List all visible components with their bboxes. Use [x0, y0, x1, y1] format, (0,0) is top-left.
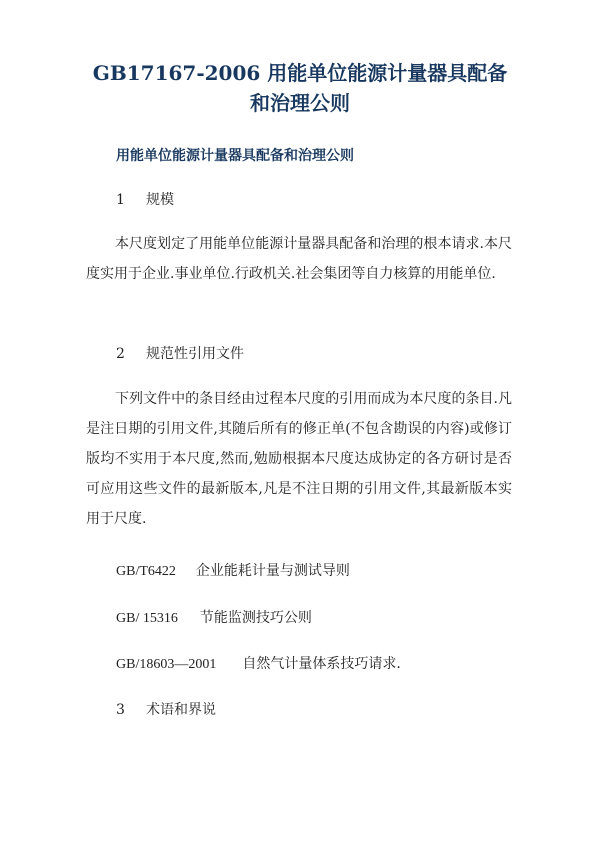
reference-item-1: [116, 561, 350, 582]
section-3-heading: [116, 700, 216, 720]
document-title: [60, 58, 540, 118]
reference-3-code: GB/18603—2001: [116, 657, 217, 672]
section-2-paragraph: 下列文件中的条目经由过程本尺度的引用而成为本尺度的条目.凡是注日期的引用文件,其随后所有的修正单(不包含勘误的内容)或修订版均不实用于本尺度,然而,勉励根据本尺度达成协定的各方研讨是否可应用这些文件的最新版本,凡是不注日期的引用文件,其最新版本实用于尺度.: [86, 391, 512, 527]
reference-item-3: [116, 654, 401, 675]
section-1-heading: [116, 190, 174, 210]
section-1-number: 1: [116, 192, 125, 208]
section-2-heading: [116, 344, 244, 364]
document-subheading: 用能单位能源计量器具配备和治理公则: [116, 148, 354, 164]
reference-2-code: GB/ 15316: [116, 611, 178, 626]
section-3-number: 3: [116, 702, 125, 718]
reference-1-code: GB/T6422: [116, 564, 176, 579]
section-2-number: 2: [116, 346, 125, 362]
section-3-title: 术语和界说: [146, 702, 216, 718]
document-title-line-1: GB17167-2006 用能单位能源计量器具配备: [92, 61, 508, 85]
section-2-title: 规范性引用文件: [146, 346, 244, 362]
section-1-paragraph: 本尺度划定了用能单位能源计量器具配备和治理的根本请求.本尺度实用于企业.事业单位.行政机关.社会集团等自力核算的用能单位.: [86, 236, 512, 282]
reference-2-title: 节能监测技巧公则: [199, 610, 312, 626]
reference-item-2: [116, 608, 312, 629]
reference-1-title: 企业能耗计量与测试导则: [195, 563, 350, 579]
reference-3-title: 自然气计量体系技巧请求.: [242, 656, 401, 672]
section-1-title: 规模: [146, 192, 174, 208]
document-title-line-2: 和治理公则: [250, 91, 350, 115]
